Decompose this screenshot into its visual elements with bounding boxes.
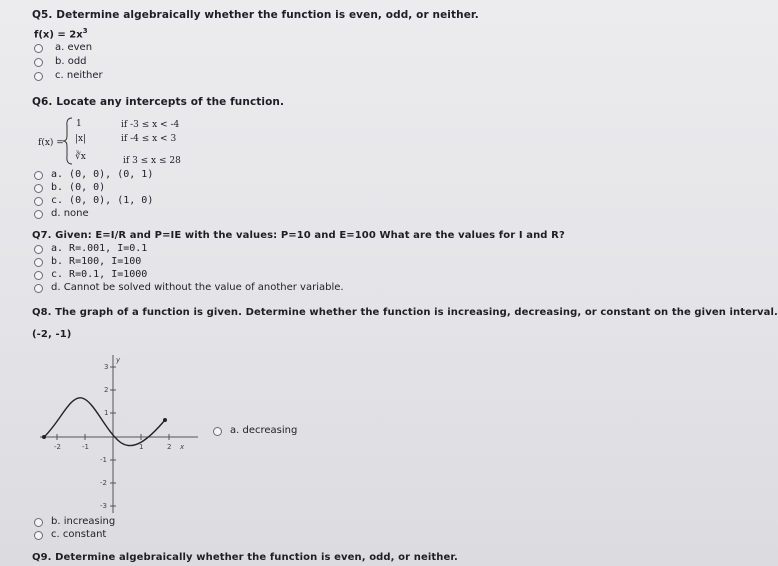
q8-option-c-radio[interactable] xyxy=(34,531,43,540)
x-tick-label: -1 xyxy=(82,443,89,451)
q5-title: Q5. Determine algebraically whether the function is even, odd, or neither. xyxy=(32,9,479,21)
q6-piece-3-expr: ∛x xyxy=(75,152,86,162)
q6-option-c-radio[interactable] xyxy=(34,197,43,206)
q5-option-c-label: c. neither xyxy=(55,70,103,81)
q8-title: Q8. The graph of a function is given. Determine whether the function is increasing, decreasing, or constant on the given interval. xyxy=(32,307,778,318)
q5-option-c-radio[interactable] xyxy=(34,72,43,81)
q8-option-b-radio[interactable] xyxy=(34,518,43,527)
q6-piece-3-cond: if 3 ≤ x ≤ 28 xyxy=(123,156,181,166)
q6-f-label: f(x) = xyxy=(38,138,64,148)
q6-piece-2-cond: if -4 ≤ x < 3 xyxy=(121,134,177,144)
y-axis-label: y xyxy=(116,356,121,364)
q9-title: Q9. Determine algebraically whether the function is even, odd, or neither. xyxy=(32,552,458,563)
x-tick-label: 2 xyxy=(167,443,172,451)
q6-piece-2-expr: |x| xyxy=(75,134,87,144)
q7-option-c-label: c. R=0.1, I=1000 xyxy=(51,269,148,280)
q8-option-a-label: a. decreasing xyxy=(230,425,298,436)
q6-title: Q6. Locate any intercepts of the function. xyxy=(32,96,285,108)
q7-title: Q7. Given: E=I/R and P=IE with the values: P=10 and E=100 What are the values for I and R? xyxy=(32,230,565,241)
q6-piece-1-cond: if -3 ≤ x < -4 xyxy=(121,120,180,130)
curve-endpoint xyxy=(163,418,167,422)
y-tick-label: -2 xyxy=(100,479,107,487)
q7-option-b-label: b. R=100, I=100 xyxy=(51,256,142,267)
q5-option-a-radio[interactable] xyxy=(34,44,43,53)
q5-option-b-radio[interactable] xyxy=(34,58,43,67)
y-tick-label: -3 xyxy=(100,502,107,510)
x-tick-label: 1 xyxy=(139,443,144,451)
y-tick-label: 1 xyxy=(104,409,109,417)
x-axis-label: x xyxy=(180,443,185,451)
q8-graph xyxy=(30,350,205,520)
q5-option-b-label: b. odd xyxy=(55,56,87,67)
q8-option-a-radio[interactable] xyxy=(213,427,222,436)
y-tick-label: -1 xyxy=(100,456,107,464)
q7-option-a-label: a. R=.001, I=0.1 xyxy=(51,243,148,254)
y-tick-label: 3 xyxy=(104,363,109,371)
q7-option-d-radio[interactable] xyxy=(34,284,43,293)
q7-option-a-radio[interactable] xyxy=(34,245,43,254)
q6-option-b-radio[interactable] xyxy=(34,184,43,193)
q5-option-a-label: a. even xyxy=(55,42,93,53)
q6-option-a-radio[interactable] xyxy=(34,171,43,180)
q5-function: $f(x) = 2x^3$ xyxy=(34,27,88,41)
q8-option-c-label: c. constant xyxy=(51,529,107,540)
q7-option-c-radio[interactable] xyxy=(34,271,43,280)
function-curve xyxy=(44,398,165,446)
q6-option-d-label: d. none xyxy=(51,208,89,219)
q8-option-b-label: b. increasing xyxy=(51,516,116,527)
q6-piece-1-expr: 1 xyxy=(76,119,82,129)
q8-interval: (-2, -1) xyxy=(32,329,72,340)
q6-option-a-label: a. (0, 0), (0, 1) xyxy=(51,169,154,180)
curve-endpoint xyxy=(42,435,46,439)
q7-option-b-radio[interactable] xyxy=(34,258,43,267)
x-tick-label: -2 xyxy=(54,443,61,451)
y-tick-label: 2 xyxy=(104,386,109,394)
q6-option-c-label: c. (0, 0), (1, 0) xyxy=(51,195,154,206)
q6-brace xyxy=(62,116,74,166)
q6-option-b-label: b. (0, 0) xyxy=(51,182,106,193)
q6-option-d-radio[interactable] xyxy=(34,210,43,219)
q7-option-d-label: d. Cannot be solved without the value of another variable. xyxy=(51,282,344,293)
